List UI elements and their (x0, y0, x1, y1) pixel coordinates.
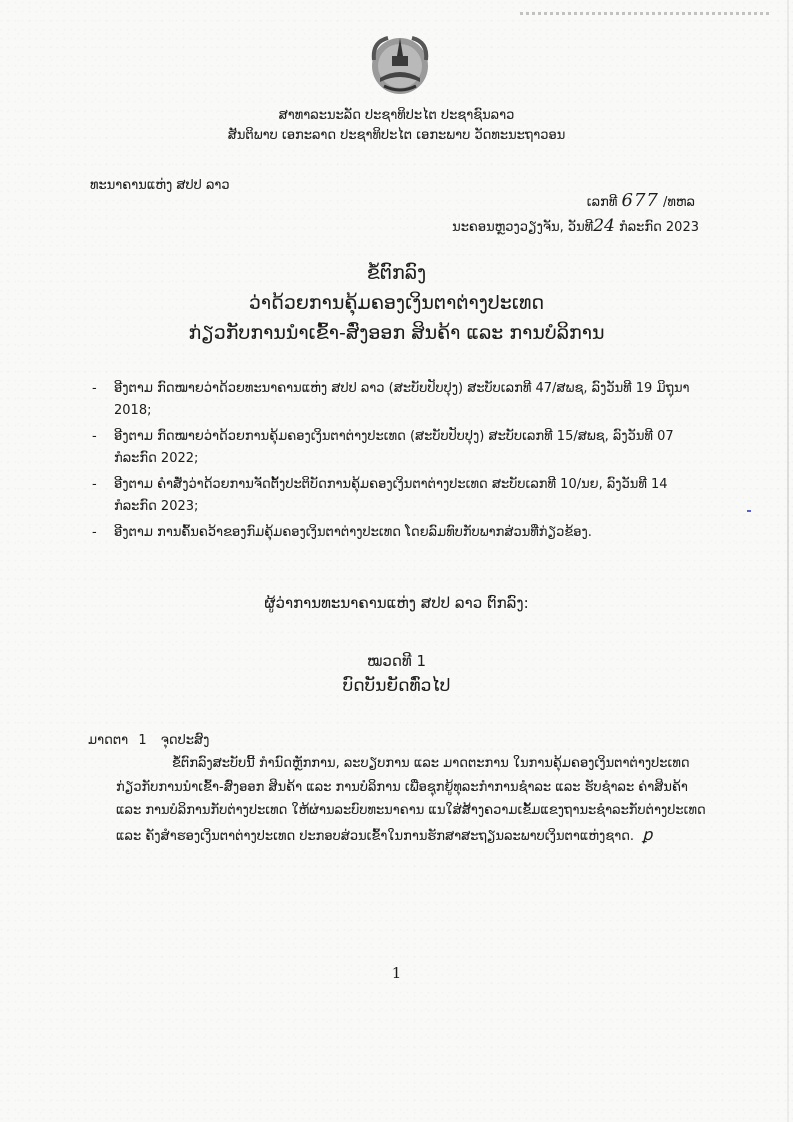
list-dash: - (92, 381, 97, 396)
document-number-prefix: ເລກທີ (586, 195, 618, 210)
country-name: ສາທາລະນະລັດ ປະຊາທິປະໄຕ ປະຊາຊົນລາວ (278, 108, 515, 123)
reference-text: ອີງຕາມ ການຄົ້ນຄວ້າຂອງກົມຄຸ້ມຄອງເງິນຕາຕ່າງປະເທດ ໂດຍລົມທົບກັບພາກສ່ວນທີ່ກ່ຽວຂ້ອງ. (114, 525, 592, 540)
list-dash: - (92, 477, 97, 492)
date-month-year: ກໍລະກົດ 2023 (618, 220, 699, 235)
article-title: ຈຸດປະສົງ (160, 733, 210, 748)
reference-item (92, 522, 712, 544)
legal-references-list (92, 378, 712, 548)
reference-text: ອີງຕາມ ກົດໝາຍວ່າດ້ວຍການຄຸ້ມຄອງເງິນຕາຕ່າງປະເທດ (ສະບັບປັບປຸງ) ສະບັບເລກທີ 15/ສພຊ, ລົງວັນທີ 07 ກໍລະກົດ 2022; (114, 429, 674, 466)
article-body (116, 752, 716, 848)
issuing-organization: ທະນາຄານແຫ່ງ ສປປ ລາວ (90, 178, 230, 193)
margin-pen-mark (747, 510, 751, 512)
article-text: ຂໍ້ຕົກລົງສະບັບນີ້ ກໍານົດຫຼັກການ, ລະບຽບການ ແລະ ມາດຕະການ ໃນການຄຸ້ມຄອງເງິນຕາຕ່າງປະເທດກ່ຽວກັບການນໍາເຂົ້າ-ສົ່ງອອກ ສິນຄ້າ ແລະ ການບໍລິການ ເພື່ອຊຸກຍູ້ທຸລະກໍາການຊໍາລະ ແລະ ຮັບຊໍາລະ ຄ່າສິນຄ້າ ແລະ ການບໍລິການກັບຕ່າງປະເທດ ໃຫ້ຜ່ານລະບົບທະນາຄານ ແນໃສ່ສ້າງຄວາມເຂັ້ມແຂງຖານະຊໍາລະກັບຕ່າງປະເທດ ແລະ ຄັງສໍາຮອງເງິນຕາຕ່າງປະເທດ ປະກອບສ່ວນເຂົ້າໃນການຮັກສາສະຖຽນລະພາບເງິນຕາແຫ່ງຊາດ. (116, 756, 706, 844)
chapter-title: ບົດບັນຍັດທົ່ວໄປ (342, 676, 451, 696)
date-day: 24 (593, 216, 615, 236)
chapter-label: ໝວດທີ 1 (366, 652, 427, 670)
reference-text: ອີງຕາມ ກົດໝາຍວ່າດ້ວຍທະນາຄານແຫ່ງ ສປປ ລາວ (ສະບັບປັບປຸງ) ສະບັບເລກທີ 47/ສພຊ, ລົງວັນທີ 19 ມິຖຸນາ 2018; (114, 381, 690, 418)
article-label: ມາດຕາ (88, 733, 129, 748)
document-number (587, 190, 695, 211)
document-subject-line1: ວ່າດ້ວຍການຄຸ້ມຄອງເງິນຕາຕ່າງປະເທດ (248, 292, 545, 314)
list-dash: - (92, 429, 97, 444)
national-emblem-icon (366, 30, 434, 98)
page-number: 1 (391, 964, 402, 982)
place-label: ນະຄອນຫຼວງວຽງຈັນ, ວັນທີ (452, 220, 594, 235)
document-type-title: ຂໍ້ຕົກລົງ (366, 262, 427, 284)
reference-item (92, 378, 712, 422)
decree-statement: ຜູ້ວ່າການທະນາຄານແຫ່ງ ສປປ ລາວ ຕົກລົງ: (264, 594, 529, 612)
reference-item (92, 474, 712, 518)
article-number: 1 (138, 733, 147, 748)
list-dash: - (92, 525, 97, 540)
handwritten-initial: ꝑ (642, 824, 653, 844)
document-subject-line2: ກ່ຽວກັບການນໍາເຂົ້າ-ສົ່ງອອກ ສິນຄ້າ ແລະ ການບໍລິການ (188, 322, 605, 344)
scan-edge-shadow (787, 0, 789, 1122)
national-motto: ສັນຕິພາບ ເອກະລາດ ປະຊາທິປະໄຕ ເອກະພາບ ວັດທະນະຖາວອນ (227, 128, 566, 143)
place-and-date (452, 216, 699, 236)
document-number-value: 677 (621, 190, 659, 211)
reference-text: ອີງຕາມ ຄໍາສັ່ງວ່າດ້ວຍການຈັດຕັ້ງປະຕິບັດການຄຸ້ມຄອງເງິນຕາຕ່າງປະເທດ ສະບັບເລກທີ 10/ນຍ, ລົງວັນທີ 14 ກໍລະກົດ 2023; (114, 477, 668, 514)
document-number-suffix: /ທຫລ (663, 195, 695, 210)
article-heading (88, 733, 209, 748)
scan-artifact-streak (520, 12, 770, 15)
reference-item (92, 426, 712, 470)
